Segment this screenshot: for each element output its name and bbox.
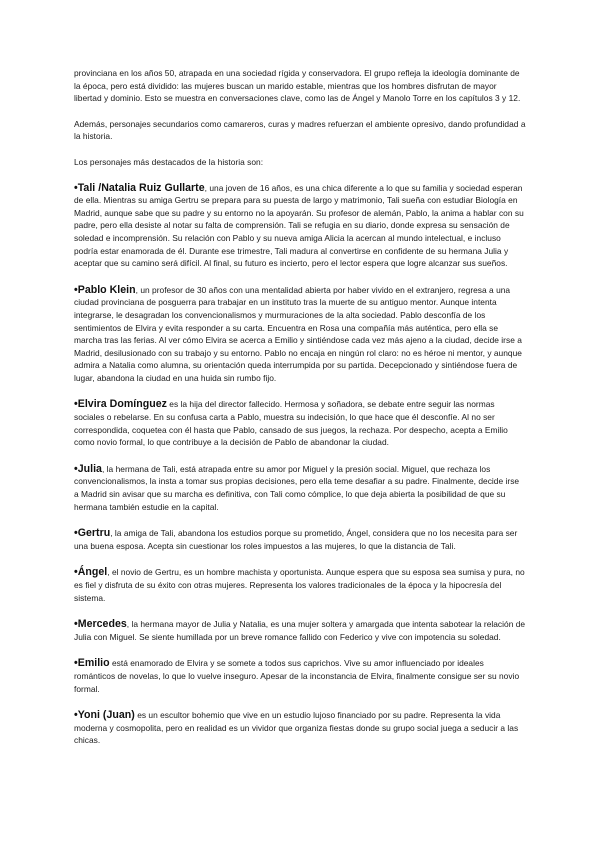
intro-paragraph: provinciana en los años 50, atrapada en una sociedad rígida y conservadora. El grupo refleja la ideología dominante de la época, pero está dividido: las mujeres buscan un marido estable, mientras que los hombres disfrutan de mayor libertad y dominio. Esto se muestra en conversaciones clave, como las de Ángel y Manolo Torre en los capítulos 3 y 12. (74, 68, 521, 104)
character-description: , la hermana de Tali, está atrapada entre su amor por Miguel y la presión social. Miguel, que rechaza los convencionalismos, la insta a tomar sus propias decisiones, pero ella teme desafiar a su padre. Finalmente, decide irse a Madrid sin avisar que su marcha es definitiva, con Tali como cómplice, lo que deja abierta la posibilidad de que su hermana también estudie en la capital. (74, 463, 520, 512)
character-description: es la hija del director fallecido. Hermosa y soñadora, se debate entre seguir las normas sociales o rebelarse. En su confusa carta a Pablo, muestra su indecisión, lo que hace que él desconfíe. Al no ser correspondida, coquetea con él hasta que Pablo, cansado de sus juegos, la rechaza. Por despecho, acepta a Emilio como novio formal, lo que contribuye a la decisión de Pablo de abandonar la ciudad. (74, 399, 508, 448)
character-name: •Emilio (74, 657, 110, 670)
character-entry-elvira (74, 398, 526, 448)
list-heading: Los personajes más destacados de la historia son: (74, 156, 264, 167)
character-name: •Pablo Klein (74, 283, 136, 296)
character-description: , una joven de 16 años, es una chica diferente a lo que su familia y sociedad esperan de ella. Mientras su amiga Gertru se prepara para su puesta de largo y matrimonio, Tali sueña con estudiar Biología en Madrid, aunque sabe que su padre y su entorno no la apoyarán. Su profesor de alemán, Pablo, la anima a hablar con su padre, pero ella desiste al notar su falta de comprensión. Tali se refugia en su diario, donde expresa su sensación de soledad e incomprensión. Su relación con Pablo y su nueva amiga Alicia la acercan al mundo intelectual, e incluso podría estar enamorada de él. Durante ese trimestre, Tali madura al convertirse en confidente de su hermana Julia y aceptar que su camino será difícil. Al final, su futuro es incierto, pero el lector espera que logre alcanzar sus sueños. (74, 182, 524, 269)
character-entry-emilio (74, 657, 526, 695)
character-entry-angel (74, 566, 526, 604)
character-description: está enamorado de Elvira y se somete a todos sus caprichos. Vive su amor influenciado por ideales románticos de novelas, lo que lo vuelve inseguro. Apesar de la inconstancia de Elvira, finalmente consigue ser su novio formal. (74, 658, 520, 694)
character-entry-julia (74, 463, 526, 513)
character-description: es un escultor bohemio que vive en un estudio lujoso financiado por su padre. Representa la vida moderna y cosmopolita, pero en realidad es un vividor que organiza fiestas donde su grupo social juega a seducir a las chicas. (74, 710, 519, 746)
character-entry-tali (74, 182, 526, 270)
character-name: •Julia (74, 462, 102, 475)
character-name: •Tali /Natalia Ruiz Gullarte (74, 181, 205, 194)
secondary-characters-paragraph: Además, personajes secundarios como camareros, curas y madres refuerzan el ambiente opresivo, dando profundidad a la historia. (74, 118, 526, 142)
character-entry-yoni (74, 709, 526, 747)
character-name: •Elvira Domínguez (74, 398, 167, 411)
character-description: , un profesor de 30 años con una mentalidad abierta por haber vivido en el extranjero, regresa a una ciudad provinciana de posguerra para trabajar en un instituto tras la muerte de su antiguo mentor. Aunque intenta integrarse, le desagradan los convencionalismos y murmuraciones de la alta sociedad. Pablo desconfía de los sentimientos de Elvira y evita responder a su carta. Encuentra en Rosa una compañía más auténtica, pero ella se marcha tras las ferias. Al ver cómo Elvira se acerca a Emilio y sintiéndose cada vez más ajeno a la ciudad, decide irse a Madrid, desilusionado con su trabajo y su entorno. Pablo no encaja en ningún rol claro: no es héroe ni mentor, y aunque admira a Natalia como alumna, su orientación queda interrumpida por su partida. Decepcionado y sintiéndose fuera de lugar, abandona la ciudad en una huida sin rumbo fijo. (74, 284, 522, 383)
character-description: , la hermana mayor de Julia y Natalia, es una mujer soltera y amargada que intenta sabotear la relación de Julia con Miguel. Se siente humillada por un breve romance fallido con Federico y vive con impotencia su soledad. (74, 619, 526, 642)
character-entry-gertru (74, 527, 526, 552)
character-entry-mercedes (74, 618, 526, 643)
character-description: , el novio de Gertru, es un hombre machista y oportunista. Aunque espera que su esposa sea sumisa y pura, no es fiel y disfruta de su éxito con otras mujeres. Representa los valores tradicionales de la época y la hipocresía del sistema. (74, 567, 525, 603)
character-entry-pablo (74, 284, 526, 385)
character-name: •Ángel (74, 566, 108, 579)
character-description: , la amiga de Tali, abandona los estudios porque su prometido, Ángel, considera que no los necesita para ser una buena esposa. Acepta sin cuestionar los roles impuestos a las mujeres, lo que la distancia de Tali. (74, 528, 518, 551)
character-name: •Mercedes (74, 618, 127, 631)
character-name: •Yoni (Juan) (74, 709, 135, 722)
character-name: •Gertru (74, 527, 111, 540)
